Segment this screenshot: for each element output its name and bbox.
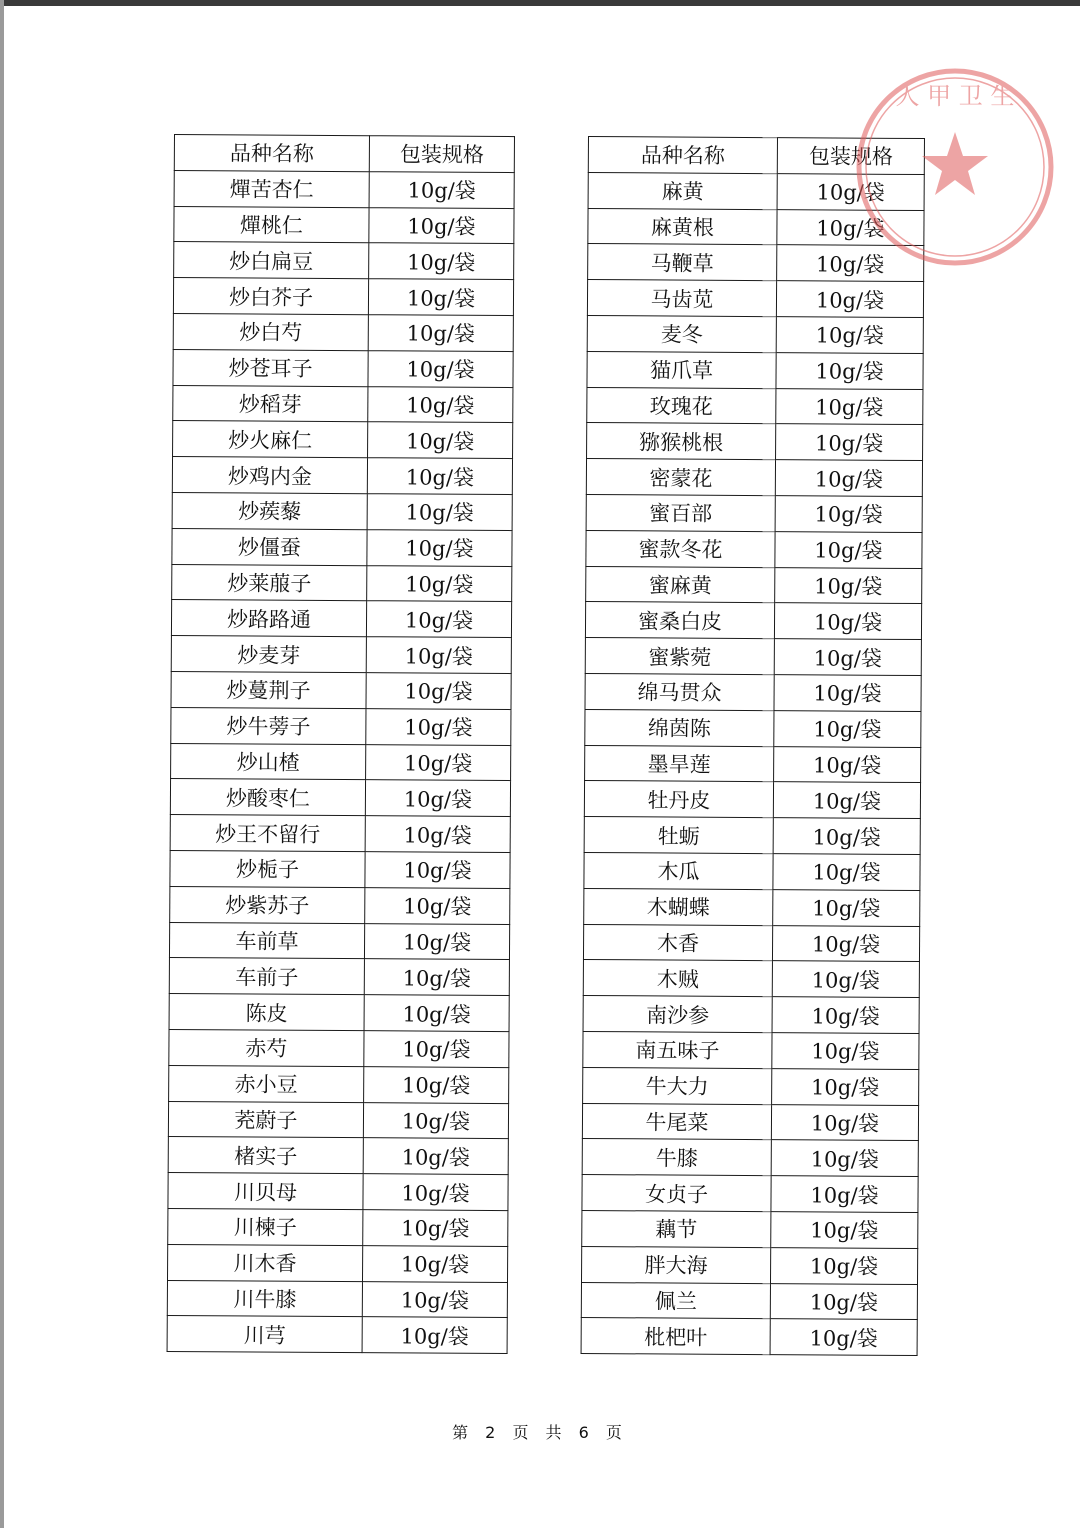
seal-star-icon (922, 132, 988, 195)
table-row (583, 996, 919, 1034)
variety-name-cell: 猫爪草 (587, 351, 776, 388)
variety-name-cell: 炒白扁豆 (174, 242, 369, 279)
package-spec-cell: 10g/袋 (366, 673, 511, 710)
package-spec-cell: 10g/袋 (772, 1068, 919, 1105)
variety-name-cell: 蜜款冬花 (586, 530, 775, 567)
table-row (174, 206, 514, 244)
table-row (169, 958, 509, 996)
package-spec-cell: 10g/袋 (771, 1212, 918, 1249)
table-row (585, 709, 921, 747)
variety-name-cell: 炒路路通 (171, 600, 366, 637)
variety-name-cell: 赤小豆 (169, 1065, 364, 1102)
variety-name-cell: 炒麦芽 (171, 636, 366, 673)
variety-name-cell: 楮实子 (168, 1137, 363, 1174)
package-spec-cell: 10g/袋 (367, 529, 512, 566)
table-row (583, 1031, 919, 1069)
table-row (581, 1318, 917, 1356)
table-row (587, 387, 923, 425)
package-spec-cell: 10g/袋 (771, 1140, 918, 1177)
package-spec-cell: 10g/袋 (775, 567, 922, 604)
table-row (170, 779, 510, 817)
package-spec-cell: 10g/袋 (362, 1317, 507, 1354)
package-spec-cell: 10g/袋 (362, 1245, 507, 1282)
variety-name-cell: 赤芍 (169, 1029, 364, 1066)
package-spec-cell: 10g/袋 (363, 1174, 508, 1211)
table-row (169, 994, 509, 1032)
variety-name-cell: 炒酸枣仁 (170, 779, 365, 816)
package-spec-cell: 10g/袋 (367, 494, 512, 531)
package-spec-cell: 10g/袋 (773, 889, 920, 926)
package-spec-cell: 10g/袋 (774, 603, 921, 640)
package-spec-cell: 10g/袋 (364, 1031, 509, 1068)
variety-name-cell: 密蒙花 (586, 459, 775, 496)
package-spec-cell: 10g/袋 (362, 1281, 507, 1318)
variety-name-cell: 蜜紫菀 (585, 638, 774, 675)
table-row (167, 1280, 507, 1318)
table-row (583, 960, 919, 998)
package-spec-cell: 10g/袋 (772, 1033, 919, 1070)
table-row (582, 1139, 918, 1177)
package-spec-cell: 10g/袋 (368, 350, 513, 387)
package-spec-cell: 10g/袋 (776, 281, 923, 318)
package-spec-cell: 10g/袋 (365, 816, 510, 853)
package-spec-cell: 10g/袋 (776, 388, 923, 425)
package-spec-cell: 10g/袋 (773, 818, 920, 855)
variety-name-cell: 炒紫苏子 (170, 886, 365, 923)
right-variety-table (581, 136, 925, 1356)
variety-name-cell: 炒莱菔子 (172, 564, 367, 601)
table-row (582, 1210, 918, 1248)
variety-name-cell: 川木香 (167, 1244, 362, 1281)
table-row (168, 1208, 508, 1246)
table-row (583, 1067, 919, 1105)
variety-name-cell: 川贝母 (168, 1173, 363, 1210)
variety-name-cell: 蜜百部 (586, 494, 775, 531)
variety-name-cell: 牛大力 (583, 1067, 772, 1104)
table-row (584, 888, 920, 926)
variety-name-cell: 绵茵陈 (585, 709, 774, 746)
package-spec-cell: 10g/袋 (772, 925, 919, 962)
package-spec-cell: 10g/袋 (364, 995, 509, 1032)
package-spec-cell: 10g/袋 (776, 424, 923, 461)
package-spec-cell: 10g/袋 (775, 531, 922, 568)
variety-name-cell: 蜜桑白皮 (585, 602, 774, 639)
variety-name-cell: 炒白芍 (173, 313, 368, 350)
header-package-spec: 包装规格 (369, 136, 514, 173)
table-row (168, 1137, 508, 1175)
variety-name-cell: 马鞭草 (588, 244, 777, 281)
table-row (173, 385, 513, 423)
table-row (585, 638, 921, 676)
table-row (168, 1101, 508, 1139)
table-row (167, 1244, 507, 1282)
table-row (587, 351, 923, 389)
table-row (169, 922, 509, 960)
package-spec-cell: 10g/袋 (772, 961, 919, 998)
package-spec-cell: 10g/袋 (777, 245, 924, 282)
package-spec-cell: 10g/袋 (368, 279, 513, 316)
variety-name-cell: 炒鸡内金 (172, 457, 367, 494)
variety-name-cell: 墨旱莲 (585, 745, 774, 782)
package-spec-cell: 10g/袋 (774, 639, 921, 676)
package-spec-cell: 10g/袋 (369, 207, 514, 244)
package-spec-cell: 10g/袋 (364, 1066, 509, 1103)
package-spec-cell: 10g/袋 (771, 1176, 918, 1213)
table-row (169, 1029, 509, 1067)
package-spec-cell: 10g/袋 (775, 460, 922, 497)
table-row (587, 423, 923, 461)
variety-name-cell: 茺蔚子 (168, 1101, 363, 1138)
package-spec-cell: 10g/袋 (363, 1210, 508, 1247)
variety-name-cell: 牡蛎 (584, 817, 773, 854)
table-row (586, 459, 922, 497)
package-spec-cell: 10g/袋 (773, 854, 920, 891)
table-row (169, 1065, 509, 1103)
variety-name-cell: 绵马贯众 (585, 673, 774, 710)
package-spec-cell: 10g/袋 (772, 997, 919, 1034)
official-seal-stamp (852, 64, 1058, 270)
package-spec-cell: 10g/袋 (366, 637, 511, 674)
variety-name-cell: 蜜麻黄 (586, 566, 775, 603)
package-spec-cell: 10g/袋 (777, 173, 924, 210)
variety-name-cell: 炒稻芽 (173, 385, 368, 422)
table-row (171, 743, 511, 781)
variety-name-cell: 猕猴桃根 (587, 423, 776, 460)
table-row (171, 600, 511, 638)
table-row (587, 315, 923, 353)
variety-name-cell: 川芎 (167, 1316, 362, 1353)
variety-name-cell: 炒僵蚕 (172, 528, 367, 565)
package-spec-cell: 10g/袋 (367, 565, 512, 602)
variety-name-cell: 牡丹皮 (584, 781, 773, 818)
variety-name-cell: 麻黄 (588, 172, 777, 209)
header-package-spec: 包装规格 (777, 138, 924, 175)
variety-name-cell: 佩兰 (581, 1282, 770, 1319)
variety-name-cell: 麦冬 (587, 315, 776, 352)
table-row (170, 815, 510, 853)
table-row (583, 924, 919, 962)
table-row (173, 278, 513, 316)
left-table-body (167, 170, 514, 1353)
package-spec-cell: 10g/袋 (369, 243, 514, 280)
table-row (581, 1282, 917, 1320)
table-row (173, 421, 513, 459)
table-row (587, 280, 923, 318)
package-spec-cell: 10g/袋 (368, 386, 513, 423)
variety-name-cell: 牛膝 (582, 1139, 771, 1176)
package-spec-cell: 10g/袋 (368, 422, 513, 459)
header-variety-name: 品种名称 (588, 137, 777, 174)
package-spec-cell: 10g/袋 (364, 923, 509, 960)
variety-name-cell: 炒蒺藜 (172, 492, 367, 529)
variety-name-cell: 马齿苋 (587, 280, 776, 317)
variety-name-cell: 炒牛蒡子 (171, 707, 366, 744)
table-row (172, 457, 512, 495)
package-spec-cell: 10g/袋 (775, 496, 922, 533)
table-row (173, 349, 513, 387)
table-row (586, 530, 922, 568)
variety-name-cell: 麻黄根 (588, 208, 777, 245)
variety-name-cell: 车前子 (169, 958, 364, 995)
package-spec-cell: 10g/袋 (364, 959, 509, 996)
table-row (173, 313, 513, 351)
package-spec-cell: 10g/袋 (365, 780, 510, 817)
variety-name-cell: 燀苦杏仁 (174, 170, 369, 207)
table-row (582, 1175, 918, 1213)
variety-name-cell: 胖大海 (581, 1246, 770, 1283)
variety-name-cell: 玫瑰花 (587, 387, 776, 424)
variety-name-cell: 车前草 (169, 922, 364, 959)
variety-name-cell: 川楝子 (168, 1208, 363, 1245)
package-spec-cell: 10g/袋 (363, 1102, 508, 1139)
package-spec-cell: 10g/袋 (770, 1283, 917, 1320)
variety-name-cell: 炒火麻仁 (173, 421, 368, 458)
variety-name-cell: 木贼 (583, 960, 772, 997)
variety-name-cell: 枇杷叶 (581, 1318, 770, 1355)
package-spec-cell: 10g/袋 (365, 852, 510, 889)
right-table-body (581, 172, 924, 1355)
table-row (168, 1173, 508, 1211)
table-row (171, 636, 511, 674)
table-row (170, 850, 510, 888)
table-row (172, 564, 512, 602)
variety-name-cell: 藕节 (582, 1210, 771, 1247)
variety-name-cell: 燀桃仁 (174, 206, 369, 243)
table-row (584, 852, 920, 890)
package-spec-cell: 10g/袋 (363, 1138, 508, 1175)
package-spec-cell: 10g/袋 (777, 209, 924, 246)
page-number-footer: 第 2 页 共 6 页 (452, 1423, 628, 1442)
header-variety-name: 品种名称 (174, 135, 369, 172)
variety-name-cell: 南五味子 (583, 1031, 772, 1068)
package-spec-cell: 10g/袋 (369, 171, 514, 208)
package-spec-cell: 10g/袋 (771, 1104, 918, 1141)
table-row (585, 673, 921, 711)
table-row (586, 494, 922, 532)
table-row (172, 492, 512, 530)
left-variety-table (167, 134, 515, 1354)
variety-name-cell: 炒山楂 (171, 743, 366, 780)
table-row (585, 602, 921, 640)
package-spec-cell: 10g/袋 (365, 887, 510, 924)
scan-edge-top (0, 0, 1080, 6)
variety-name-cell: 木瓜 (584, 852, 773, 889)
package-spec-cell: 10g/袋 (366, 744, 511, 781)
variety-name-cell: 木蝴蝶 (584, 888, 773, 925)
table-row (171, 671, 511, 709)
table-row (585, 745, 921, 783)
package-spec-cell: 10g/袋 (773, 782, 920, 819)
table-row (170, 886, 510, 924)
table-row (582, 1103, 918, 1141)
table-row (586, 566, 922, 604)
variety-name-cell: 南沙参 (583, 996, 772, 1033)
package-spec-cell: 10g/袋 (776, 317, 923, 354)
package-spec-cell: 10g/袋 (774, 675, 921, 712)
package-spec-cell: 10g/袋 (366, 601, 511, 638)
table-row (172, 528, 512, 566)
package-spec-cell: 10g/袋 (776, 352, 923, 389)
scan-edge-left (0, 0, 4, 1528)
table-row (171, 707, 511, 745)
variety-name-cell: 木香 (583, 924, 772, 961)
package-spec-cell: 10g/袋 (367, 458, 512, 495)
svg-text:人 甲 卫 生: 人 甲 卫 生 (895, 82, 1015, 110)
table-row (581, 1246, 917, 1284)
variety-name-cell: 女贞子 (582, 1175, 771, 1212)
table-row (584, 817, 920, 855)
package-spec-cell: 10g/袋 (770, 1247, 917, 1284)
variety-name-cell: 炒栀子 (170, 850, 365, 887)
variety-name-cell: 炒苍耳子 (173, 349, 368, 386)
table-header-row (174, 135, 514, 173)
package-spec-cell: 10g/袋 (774, 710, 921, 747)
package-spec-cell: 10g/袋 (366, 708, 511, 745)
table-row (584, 781, 920, 819)
variety-name-cell: 炒白芥子 (173, 278, 368, 315)
package-spec-cell: 10g/袋 (368, 315, 513, 352)
package-spec-cell: 10g/袋 (770, 1319, 917, 1356)
variety-name-cell: 陈皮 (169, 994, 364, 1031)
table-row (167, 1316, 507, 1354)
table-row (174, 170, 514, 208)
variety-name-cell: 炒王不留行 (170, 815, 365, 852)
table-row (174, 242, 514, 280)
package-spec-cell: 10g/袋 (774, 746, 921, 783)
variety-name-cell: 炒蔓荆子 (171, 671, 366, 708)
variety-name-cell: 牛尾菜 (582, 1103, 771, 1140)
variety-name-cell: 川牛膝 (167, 1280, 362, 1317)
